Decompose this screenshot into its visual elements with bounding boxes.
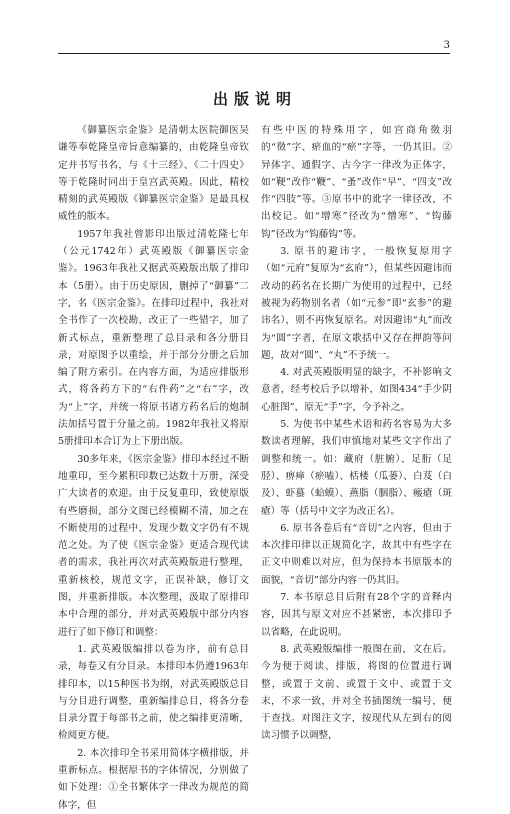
page-title: 出版说明	[212, 90, 297, 108]
paragraph: 30多年来，《医宗金鉴》排印本经过不断地重印，至今累积印数已达数十万册，深受广大读者的欢迎。由于反复重印，致使原版有些磨损，部分文图已经模糊不清，加之在不断使用的过程中，发现少数文字仍有不规范之处。为了使《医宗金鉴》更适合现代读者的需求，我社再次对武英殿版进行整理，重新核校，规范文字，正误补缺，修订文图，并重新排版。本次整理，汲取了原排印本中合理的部分，并对武英殿版中部分内容进行了如下修订和调整：	[58, 453, 249, 638]
paragraph: 5. 为使书中某些术语和药名容易为大多数读者理解，我们审慎地对某些文字作出了调整和统一。如：藏府（脏腑）、足胻（足胫）、痹瘅（瘀嗑）、栝楼（瓜蒌）、白芨（白及）、虾蟇（蛤蟆）、燕脂（胭脂）、瘢瘡（斑瘡）等（括号中文字为改正名）。	[261, 419, 452, 517]
page-number: 3	[443, 40, 450, 51]
header-rule	[58, 53, 450, 54]
paragraph: 8. 武英殿版编排一般图在前，文在后。今为便于阅读、排版，将图的位置进行调整，或置于文前、或置于文中、或置于文末，不求一致，并对全书插图统一编号，便于查找。对图注文字，按现代从左到右的阅读习惯予以调整，	[261, 643, 452, 742]
left-column	[58, 122, 249, 814]
paragraph: 2. 本次排印全书采用简体字横排版，并重新标点。根据原书的字体情况，分别做了如下处理：①全书繁体字一律改为规范的简体字，但	[58, 747, 249, 811]
paragraph: 1957年我社曾影印出版过清乾隆七年（公元1742年）武英殿版《御纂医宗金鉴》。1963年我社又据武英殿版出版了排印本（5册）。由于历史原因，删掉了“御纂”二字，名《医宗金鉴》。在排印过程中，我社对全书作了一次校勘，改正了一些错字，加了新式标点，重新整理了总目录和各分册目录，对原图予以重绘，并于部分分册之后加编了附方索引。在内容方面，为适应排版形式，将各药方下的“右件药”之“右”字，改为“上”字，并统一将原书诸方药名后的炮制法加括号置于分量之前。1982年我社又将原5册排印本合订为上下册出版。	[58, 228, 249, 448]
paragraph: 1. 武英殿版编排以卷为序，前有总目录，每卷又有分目录。本排印本仍遵1963年排印本，以15种医书为纲，对武英殿版总目与分目进行调整，重新编排总目，将各分卷目录分置于每部书之前，使之编排更清晰，检阅更方便。	[58, 643, 249, 742]
paragraph: 6. 原书各卷后有“音切”之内容，但由于本次排印律以正规简化字，故其中有些字在正文中则难以对应，但为保持本书原版本的面貌，“音切”部分内容一仍其旧。	[261, 522, 452, 586]
paragraph: 《御纂医宗金鉴》是清朝太医院御医吴谦等奉乾隆皇帝旨意编纂的，由乾隆皇帝钦定并书写书名，与《十三经》、《二十四史》等于乾隆时同出于皇宫武英殿。因此，精校精刻的武英殿版《御纂医宗金鉴》是最具权威性的版本。	[58, 125, 249, 223]
paragraph: 4. 对武英殿版明显的缺字，不补影响文意者，经考校后予以增补，如图434“手少阴心脏图”，原无“手”字，今予补之。	[261, 367, 452, 413]
paragraph: 7. 本书原总目后附有28个字的音释内容，因其与原文对应不甚紧密，本次排印予以省略，在此说明。	[261, 592, 452, 638]
paragraph: 有些中医的特殊用字，如宫商角徵羽的“徵”字、瘀血的“瘀”字等，一仍其旧。②异体字、通假字、古今字一律改为正体字，如“鞕”改作“鞭”、“蚤”改作“早”、“四支”改作“四肢”等。③原书中的讹字一律径改，不出校记。如“增寒”径改为“憎寒”、“钩藤钩”径改为“钩藤钩”等。	[261, 125, 452, 240]
paragraph: 3. 原书的避讳字，一般恢复原用字（如“元府”复原为“玄府”），但某些因避讳而改动的药名在长期广为使用的过程中，已经被视为药物别名者（如“元参”即“玄参”的避讳名），则不再恢复原名。对因避讳“丸”而改为“圆”字者，在原文歌括中又存在押韵等问题，故对“圆”、“丸”不予统一。	[261, 246, 452, 361]
right-column	[261, 122, 452, 745]
